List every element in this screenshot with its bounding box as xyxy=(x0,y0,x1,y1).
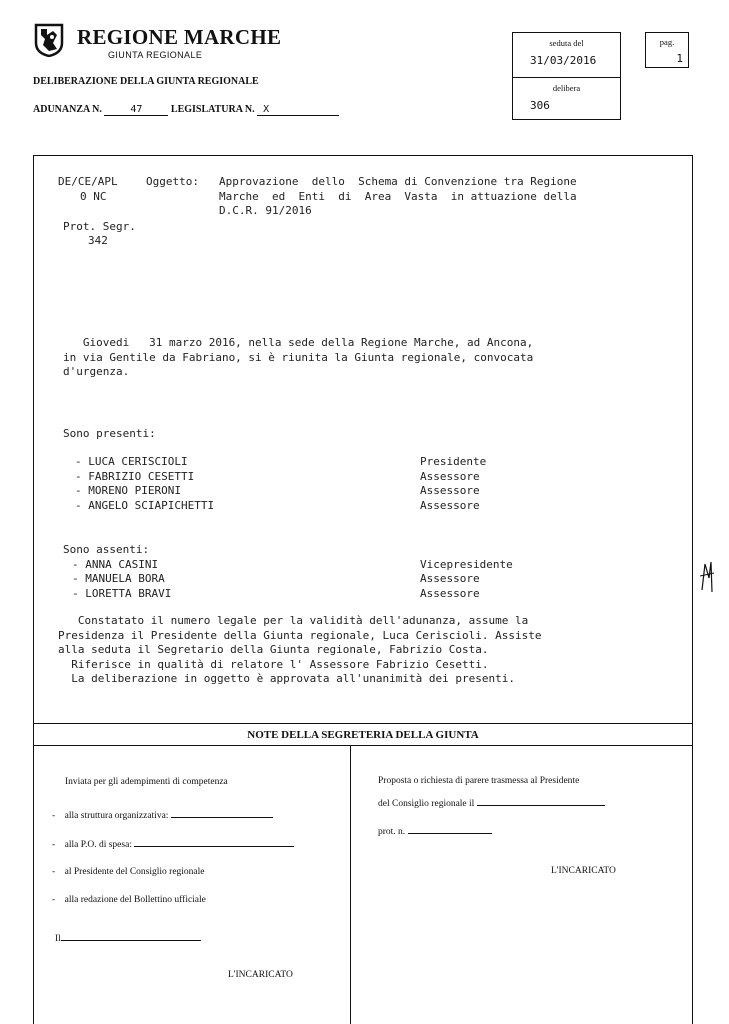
present-role: Presidente xyxy=(420,455,487,468)
intro-line-1: Giovedi 31 marzo 2016, nella sede della Regione Marche, ad Ancona, xyxy=(63,336,534,349)
present-name: - LUCA CERISCIOLI xyxy=(75,455,188,468)
legislatura-label: LEGISLATURA N. xyxy=(170,104,255,115)
notes-divider-bottom xyxy=(33,745,693,746)
adunanza-row xyxy=(33,104,339,116)
notes-il-row xyxy=(55,934,201,944)
absent-name: - MANUELA BORA xyxy=(72,572,165,585)
notes-right-line-2: del Consiglio regionale il xyxy=(378,799,475,809)
notes-prot-row xyxy=(378,827,492,837)
page-number: 1 xyxy=(676,52,683,65)
legislatura-value: X xyxy=(257,104,339,116)
page-label: pag. xyxy=(659,37,675,47)
left-incaricato: L'INCARICATO xyxy=(228,970,293,980)
page-box xyxy=(645,32,689,68)
absent-role: Assessore xyxy=(420,572,480,585)
present-role: Assessore xyxy=(420,469,480,483)
regione-marche-emblem-icon xyxy=(33,23,65,57)
absent-role: Assessore xyxy=(420,586,480,600)
delibera-value: 306 xyxy=(530,99,550,112)
notes-column-divider xyxy=(350,745,351,1024)
intro-line-3: d'urgenza. xyxy=(63,365,130,378)
absent-role: Vicepresidente xyxy=(420,557,513,571)
notes-item: - alla struttura organizzativa: xyxy=(52,811,273,821)
notes-right-line-1: Proposta o richiesta di parere trasmessa al Presidente xyxy=(378,776,580,786)
notes-item: - alla P.O. di spesa: xyxy=(52,840,294,850)
signature-mark-icon xyxy=(699,558,715,594)
closing-line-1: Constatato il numero legale per la validità dell'adunanza, assume la xyxy=(58,614,529,627)
absent-name: - LORETTA BRAVI xyxy=(72,586,172,600)
notes-il-label: Il xyxy=(55,934,61,944)
closing-line-3: alla seduta il Segretario della Giunta regionale, Fabrizio Costa. xyxy=(58,643,489,656)
present-role: Assessore xyxy=(420,484,480,497)
seduta-label: seduta del xyxy=(549,38,584,48)
notes-item-label: al Presidente del Consiglio regionale xyxy=(64,867,205,877)
notes-right-prot: prot. n. xyxy=(378,827,406,837)
present-role: Assessore xyxy=(420,498,480,512)
present-name: - MORENO PIERONI xyxy=(75,484,181,497)
oggetto-label: Oggetto: xyxy=(146,175,199,188)
closing-line-5: La deliberazione in oggetto è approvata all'unanimità dei presenti. xyxy=(58,672,515,685)
oggetto-line-3: D.C.R. 91/2016 xyxy=(219,204,312,217)
session-box xyxy=(512,32,621,120)
notes-divider-top xyxy=(33,723,693,724)
notes-blank-line[interactable] xyxy=(477,805,605,806)
absent-name: - ANNA CASINI xyxy=(72,557,159,571)
notes-item-label: alla P.O. di spesa: xyxy=(64,840,132,850)
document-code: DE/CE/APL xyxy=(58,175,118,188)
seduta-value: 31/03/2016 xyxy=(530,54,597,67)
adunanza-value: 47 xyxy=(104,104,168,116)
closing-line-4: Riferisce in qualità di relatore l' Assessore Fabrizio Cesetti. xyxy=(58,657,489,671)
notes-item-label: alla struttura organizzativa: xyxy=(64,811,169,821)
notes-left-intro: Inviata per gli adempimenti di competenza xyxy=(65,777,228,787)
present-name: - FABRIZIO CESETTI xyxy=(75,469,195,483)
absent-label: Sono assenti: xyxy=(63,543,150,556)
intro-line-2: in via Gentile da Fabriano, si è riunita la Giunta regionale, convocata xyxy=(63,350,534,364)
oggetto-line-2: Marche ed Enti di Area Vasta in attuazione della xyxy=(219,189,577,203)
notes-item-label: alla redazione del Bollettino ufficiale xyxy=(64,895,206,905)
notes-blank-line[interactable] xyxy=(408,833,492,834)
notes-blank-line[interactable] xyxy=(134,846,294,847)
delibera-label: delibera xyxy=(552,83,581,93)
notes-item: - al Presidente del Consiglio regionale xyxy=(52,867,205,877)
present-label: Sono presenti: xyxy=(63,427,156,440)
giunta-subtitle: GIUNTA REGIONALE xyxy=(108,50,203,60)
region-title: REGIONE MARCHE xyxy=(77,25,282,49)
notes-blank-line[interactable] xyxy=(61,940,201,941)
prot-segr-label: Prot. Segr. xyxy=(63,220,136,233)
oggetto-line-1: Approvazione dello Schema di Convenzione tra Regione xyxy=(219,175,577,188)
closing-line-2: Presidenza il Presidente della Giunta regionale, Luca Ceriscioli. Assiste xyxy=(58,628,542,642)
right-incaricato: L'INCARICATO xyxy=(551,866,616,876)
adunanza-label: ADUNANZA N. xyxy=(33,104,102,115)
prot-segr-value: 342 xyxy=(88,234,108,247)
deliberazione-heading: DELIBERAZIONE DELLA GIUNTA REGIONALE xyxy=(33,76,259,87)
notes-item: - alla redazione del Bollettino ufficiale xyxy=(52,895,206,905)
notes-title: NOTE DELLA SEGRETERIA DELLA GIUNTA xyxy=(247,729,479,741)
notes-right-row xyxy=(378,799,605,809)
present-name: - ANGELO SCIAPICHETTI xyxy=(75,498,215,512)
notes-blank-line[interactable] xyxy=(171,817,273,818)
document-code-nc: 0 NC xyxy=(80,189,107,203)
